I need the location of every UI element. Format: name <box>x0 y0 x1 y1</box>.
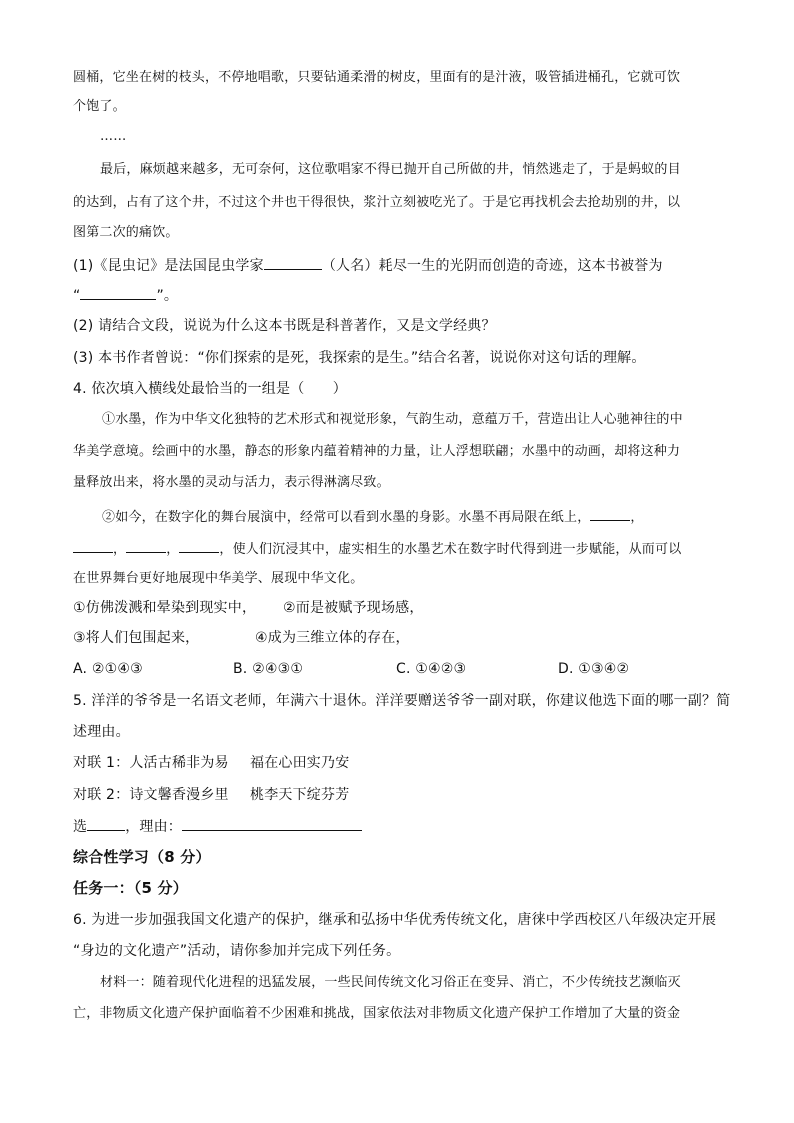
passage-line: 最后，麻烦越来越多，无可奈何，这位歌唱家不得已抛开自己所做的井，悄然逃走了，于是蚂蚁的目 <box>100 162 681 177</box>
answer-blank <box>264 255 322 270</box>
q3-sub1-text: （人名）耗尽一生的光阴而创造的奇迹，这本书被誉为 <box>321 258 663 274</box>
answer-blank <box>80 285 156 300</box>
q5-stem: 述理由。 <box>73 724 130 740</box>
close-quote: ”。 <box>156 288 179 304</box>
q4-option: ③将人们包围起来， <box>73 630 200 646</box>
q3-sub1-text: (1)《昆虫记》是法国昆虫学家 <box>73 258 264 274</box>
q4-option: ④成为三维立体的存在， <box>255 630 410 646</box>
material-line: 亡，非物质文化遗产保护面临着不少困难和挑战，国家依法对非物质文化遗产保护工作增加了大量的资金 <box>73 1006 681 1021</box>
q4-choice-d[interactable]: D. ①③④② <box>558 661 630 677</box>
q5-stem: 5. 洋洋的爷爷是一名语文老师，年满六十退休。洋洋要赠送爷爷一副对联，你建议他选下面的哪一副？简 <box>73 693 731 709</box>
passage-line: 的达到，占有了这个井，不过这个井也干得很快，浆汁立刻被吃光了。于是它再找机会去抢劫别的井，以 <box>73 195 681 210</box>
task-title: 任务一：（5 分） <box>73 879 188 897</box>
passage-line: 图第二次的痛饮。 <box>73 225 179 240</box>
section-title: 综合性学习（8 分） <box>73 848 211 866</box>
couplet-1-second: 福在心田实乃安 <box>250 755 350 771</box>
answer-blank <box>126 538 166 553</box>
q3-sub2: (2) 请结合文段，说说为什么这本书既是科普著作，又是文学经典？ <box>73 318 496 334</box>
q4-choice-a[interactable]: A. ②①④③ <box>73 661 143 677</box>
q3-sub1 <box>73 255 663 276</box>
q5-answer-text: ，理由： <box>125 819 183 835</box>
q4-p1-line: 华美学意境。绘画中的水墨，静态的形象内蕴着精神的力量，让人浮想联翩；水墨中的动画，却将这种力 <box>73 444 681 459</box>
q4-option: ①仿佛泼溅和晕染到现实中， <box>73 600 257 616</box>
q4-p2-text: ，使人们沉浸其中，虚实相生的水墨艺术在数字时代得到进一步赋能，从而可以 <box>219 542 682 557</box>
material-line: 材料一：随着现代化进程的迅猛发展，一些民间传统文化习俗正在变异、消亡，不少传统技艺濒临灭 <box>100 975 681 990</box>
q4-p2-line: 在世界舞台更好地展现中华美学、展现中华文化。 <box>73 571 364 586</box>
q4-choice-c[interactable]: C. ①④②③ <box>396 661 467 677</box>
q5-answer-line <box>73 816 362 837</box>
q4-p1-line: 量释放出来，将水墨的灵动与活力，表示得淋漓尽致。 <box>73 475 390 490</box>
q3-sub1-cont <box>73 285 178 306</box>
q4-p2-text: ， <box>630 510 644 525</box>
q4-stem: 4. 依次填入横线处最恰当的一组是（ ） <box>73 381 348 397</box>
answer-blank <box>590 506 630 521</box>
q3-sub3: (3) 本书作者曾说：“你们探索的是死，我探索的是生。”结合名著，说说你对这句话的理解。 <box>73 350 646 366</box>
q4-p2-line <box>73 538 681 560</box>
open-quote: “ <box>73 288 81 304</box>
answer-blank <box>179 538 219 553</box>
q4-p2-text: ， <box>166 542 180 557</box>
q4-choice-b[interactable]: B. ②④③① <box>233 661 304 677</box>
q4-p1-line: ①水墨，作为中华文化独特的艺术形式和视觉形象，气韵生动，意蕴万千，营造出让人心驰神往的中 <box>102 412 683 427</box>
q6-stem: 6. 为进一步加强我国文化遗产的保护，继承和弘扬中华优秀传统文化，唐徕中学西校区八年级决定开展 <box>73 912 717 928</box>
couplet-2: 对联 2：诗文馨香漫乡里 <box>73 787 229 803</box>
q5-answer-text: 选 <box>73 819 88 835</box>
q4-p2-text: ②如今，在数字化的舞台展演中，经常可以看到水墨的身影。水墨不再局限在纸上， <box>102 510 591 525</box>
passage-line: 个饱了。 <box>73 99 126 114</box>
passage-ellipsis: …… <box>100 129 127 144</box>
q4-option: ②而是被赋予现场感， <box>283 600 424 616</box>
q4-p2-line <box>102 506 644 528</box>
choice-blank[interactable] <box>87 816 125 831</box>
reason-blank[interactable] <box>182 816 362 831</box>
passage-line: 圆桶，它坐在树的枝头，不停地唱歌，只要钻通柔滑的树皮，里面有的是汁液，吸管插进桶孔，它就可饮 <box>73 70 681 85</box>
q6-stem: “身边的文化遗产”活动，请你参加并完成下列任务。 <box>73 943 401 959</box>
q4-p2-text: ， <box>113 542 127 557</box>
couplet-1: 对联 1：人活古稀非为易 <box>73 755 229 771</box>
answer-blank <box>73 538 113 553</box>
couplet-2-second: 桃李天下绽芬芳 <box>250 787 350 803</box>
